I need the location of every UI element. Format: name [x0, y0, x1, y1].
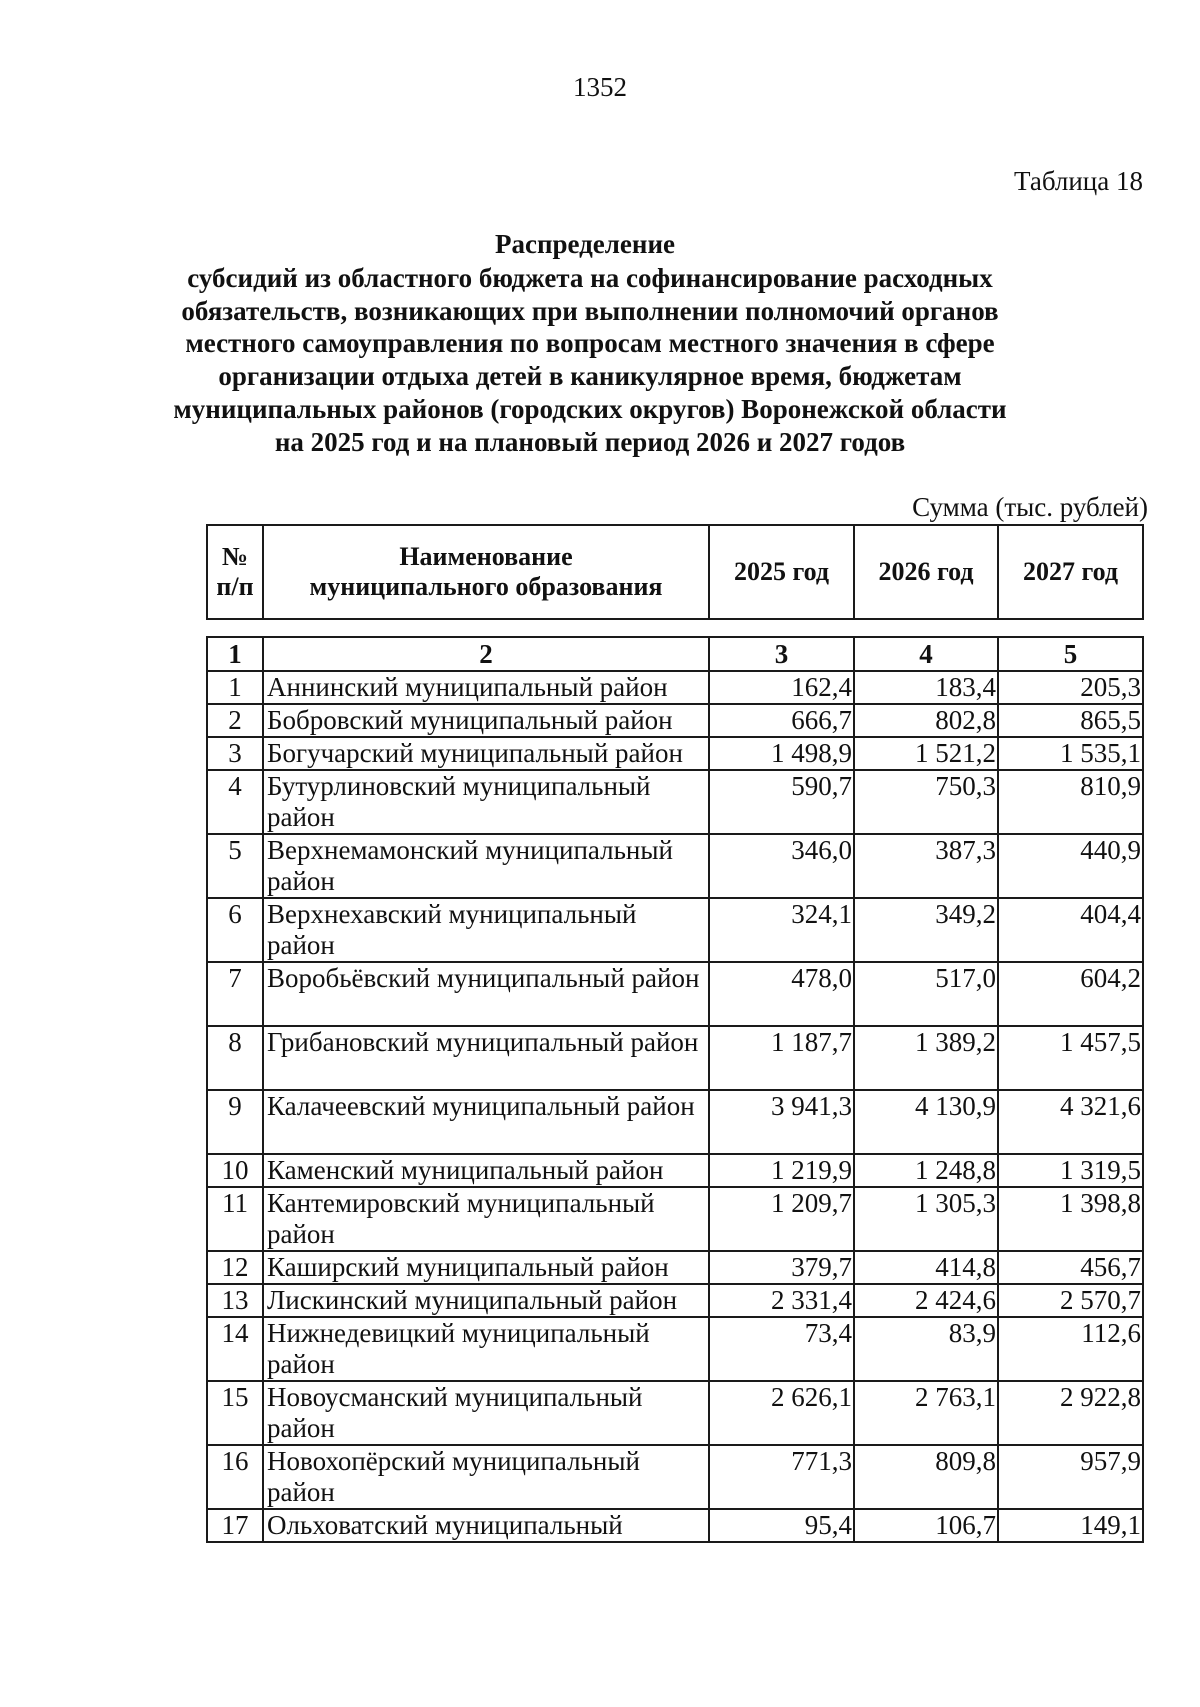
document-title: Распределение [494, 229, 676, 259]
municipality-name: Аннинский муниципальный район [263, 671, 709, 704]
subtitle-line: организации отдыха детей в каникулярное время, бюджетам [218, 361, 962, 392]
value-2025: 162,4 [709, 671, 854, 704]
municipality-name: Каменский муниципальный район [263, 1154, 709, 1187]
value-2027: 440,9 [998, 834, 1143, 898]
value-2026: 106,7 [854, 1509, 998, 1542]
data-table [206, 636, 1144, 1543]
row-number: 17 [207, 1509, 263, 1542]
value-2027: 404,4 [998, 898, 1143, 962]
row-number: 12 [207, 1251, 263, 1284]
value-2026: 809,8 [854, 1445, 998, 1509]
row-number: 11 [207, 1187, 263, 1251]
row-number: 9 [207, 1090, 263, 1154]
value-2026: 4 130,9 [854, 1090, 998, 1154]
table-row [207, 1284, 1143, 1317]
table-row [207, 1026, 1143, 1090]
table-row [207, 898, 1143, 962]
municipality-name: Грибановский муниципальный район [263, 1026, 709, 1090]
table-header [206, 524, 1144, 620]
value-2025: 1 209,7 [709, 1187, 854, 1251]
value-2027: 604,2 [998, 962, 1143, 1026]
subtitle-line: на 2025 год и на плановый период 2026 и 2027 годов [274, 426, 906, 457]
table-row [207, 962, 1143, 1026]
value-2026: 517,0 [854, 962, 998, 1026]
row-number: 6 [207, 898, 263, 962]
table-row [207, 671, 1143, 704]
municipality-name: Кантемировский муниципальный район [263, 1187, 709, 1251]
value-2025: 2 331,4 [709, 1284, 854, 1317]
table-row [207, 1090, 1143, 1154]
municipality-name: Верхнемамонский муниципальный район [263, 834, 709, 898]
municipality-name: Воробьёвский муниципальный район [263, 962, 709, 1026]
row-number: 10 [207, 1154, 263, 1187]
units-label: Сумма (тыс. рублей) [912, 492, 1148, 522]
subtitle-line: местного самоуправления по вопросам местного значения в сфере [185, 328, 995, 359]
municipality-name: Богучарский муниципальный район [263, 737, 709, 770]
municipality-name: Нижнедевицкий муниципальный район [263, 1317, 709, 1381]
table-row [207, 1509, 1143, 1542]
value-2026: 1 248,8 [854, 1154, 998, 1187]
table-label: Таблица 18 [1014, 166, 1143, 196]
value-2026: 387,3 [854, 834, 998, 898]
row-number: 16 [207, 1445, 263, 1509]
municipality-name: Новохопёрский муниципальный район [263, 1445, 709, 1509]
value-2027: 1 319,5 [998, 1154, 1143, 1187]
municipality-name: Новоусманский муниципальный район [263, 1381, 709, 1445]
row-number: 5 [207, 834, 263, 898]
table-row [207, 704, 1143, 737]
header-2027: 2027 год [998, 525, 1143, 619]
value-2027: 205,3 [998, 671, 1143, 704]
value-2025: 1 187,7 [709, 1026, 854, 1090]
table-row [207, 1251, 1143, 1284]
value-2025: 379,7 [709, 1251, 854, 1284]
header-2026: 2026 год [854, 525, 998, 619]
value-2026: 1 389,2 [854, 1026, 998, 1090]
value-2026: 349,2 [854, 898, 998, 962]
value-2025: 1 219,9 [709, 1154, 854, 1187]
municipality-name: Калачеевский муниципальный район [263, 1090, 709, 1154]
document-subtitle [150, 262, 1030, 458]
table-row [207, 1187, 1143, 1251]
value-2025: 771,3 [709, 1445, 854, 1509]
value-2025: 324,1 [709, 898, 854, 962]
value-2026: 1 521,2 [854, 737, 998, 770]
header-num: № п/п [207, 525, 263, 619]
value-2025: 346,0 [709, 834, 854, 898]
value-2027: 2 922,8 [998, 1381, 1143, 1445]
municipality-name: Ольховатский муниципальный [263, 1509, 709, 1542]
value-2027: 149,1 [998, 1509, 1143, 1542]
column-number: 1 [207, 637, 263, 671]
value-2025: 478,0 [709, 962, 854, 1026]
value-2026: 1 305,3 [854, 1187, 998, 1251]
row-number: 7 [207, 962, 263, 1026]
value-2027: 1 457,5 [998, 1026, 1143, 1090]
value-2026: 2 763,1 [854, 1381, 998, 1445]
value-2027: 1 535,1 [998, 737, 1143, 770]
header-2025: 2025 год [709, 525, 854, 619]
value-2027: 2 570,7 [998, 1284, 1143, 1317]
row-number: 3 [207, 737, 263, 770]
subtitle-line: субсидий из областного бюджета на софинансирование расходных [187, 263, 993, 293]
municipality-name: Верхнехавский муниципальный район [263, 898, 709, 962]
table-row [207, 770, 1143, 834]
table-row [207, 1381, 1143, 1445]
municipality-name: Лискинский муниципальный район [263, 1284, 709, 1317]
value-2025: 2 626,1 [709, 1381, 854, 1445]
header-name: Наименование муниципального образования [263, 525, 709, 619]
municipality-name: Каширский муниципальный район [263, 1251, 709, 1284]
row-number: 1 [207, 671, 263, 704]
column-number: 2 [263, 637, 709, 671]
value-2027: 456,7 [998, 1251, 1143, 1284]
municipality-name: Бобровский муниципальный район [263, 704, 709, 737]
row-number: 15 [207, 1381, 263, 1445]
value-2027: 810,9 [998, 770, 1143, 834]
value-2025: 1 498,9 [709, 737, 854, 770]
value-2026: 83,9 [854, 1317, 998, 1381]
column-number: 5 [998, 637, 1143, 671]
value-2025: 666,7 [709, 704, 854, 737]
table-row [207, 1445, 1143, 1509]
table-row [207, 834, 1143, 898]
value-2025: 95,4 [709, 1509, 854, 1542]
subtitle-line: муниципальных районов (городских округов) Воронежской области [173, 393, 1007, 424]
value-2027: 957,9 [998, 1445, 1143, 1509]
value-2025: 73,4 [709, 1317, 854, 1381]
value-2027: 865,5 [998, 704, 1143, 737]
table-row [207, 1317, 1143, 1381]
value-2027: 4 321,6 [998, 1090, 1143, 1154]
value-2026: 183,4 [854, 671, 998, 704]
value-2025: 3 941,3 [709, 1090, 854, 1154]
row-number: 8 [207, 1026, 263, 1090]
value-2027: 112,6 [998, 1317, 1143, 1381]
value-2026: 414,8 [854, 1251, 998, 1284]
row-number: 4 [207, 770, 263, 834]
row-number: 13 [207, 1284, 263, 1317]
subtitle-line: обязательств, возникающих при выполнении полномочий органов [181, 295, 999, 326]
table-row [207, 737, 1143, 770]
row-number: 14 [207, 1317, 263, 1381]
page-number: 1352 [573, 72, 627, 102]
value-2026: 2 424,6 [854, 1284, 998, 1317]
column-number-row [207, 637, 1143, 671]
row-number: 2 [207, 704, 263, 737]
value-2026: 750,3 [854, 770, 998, 834]
value-2025: 590,7 [709, 770, 854, 834]
table-row [207, 1154, 1143, 1187]
column-number: 3 [709, 637, 854, 671]
column-number: 4 [854, 637, 998, 671]
municipality-name: Бутурлиновский муниципальный район [263, 770, 709, 834]
value-2027: 1 398,8 [998, 1187, 1143, 1251]
value-2026: 802,8 [854, 704, 998, 737]
